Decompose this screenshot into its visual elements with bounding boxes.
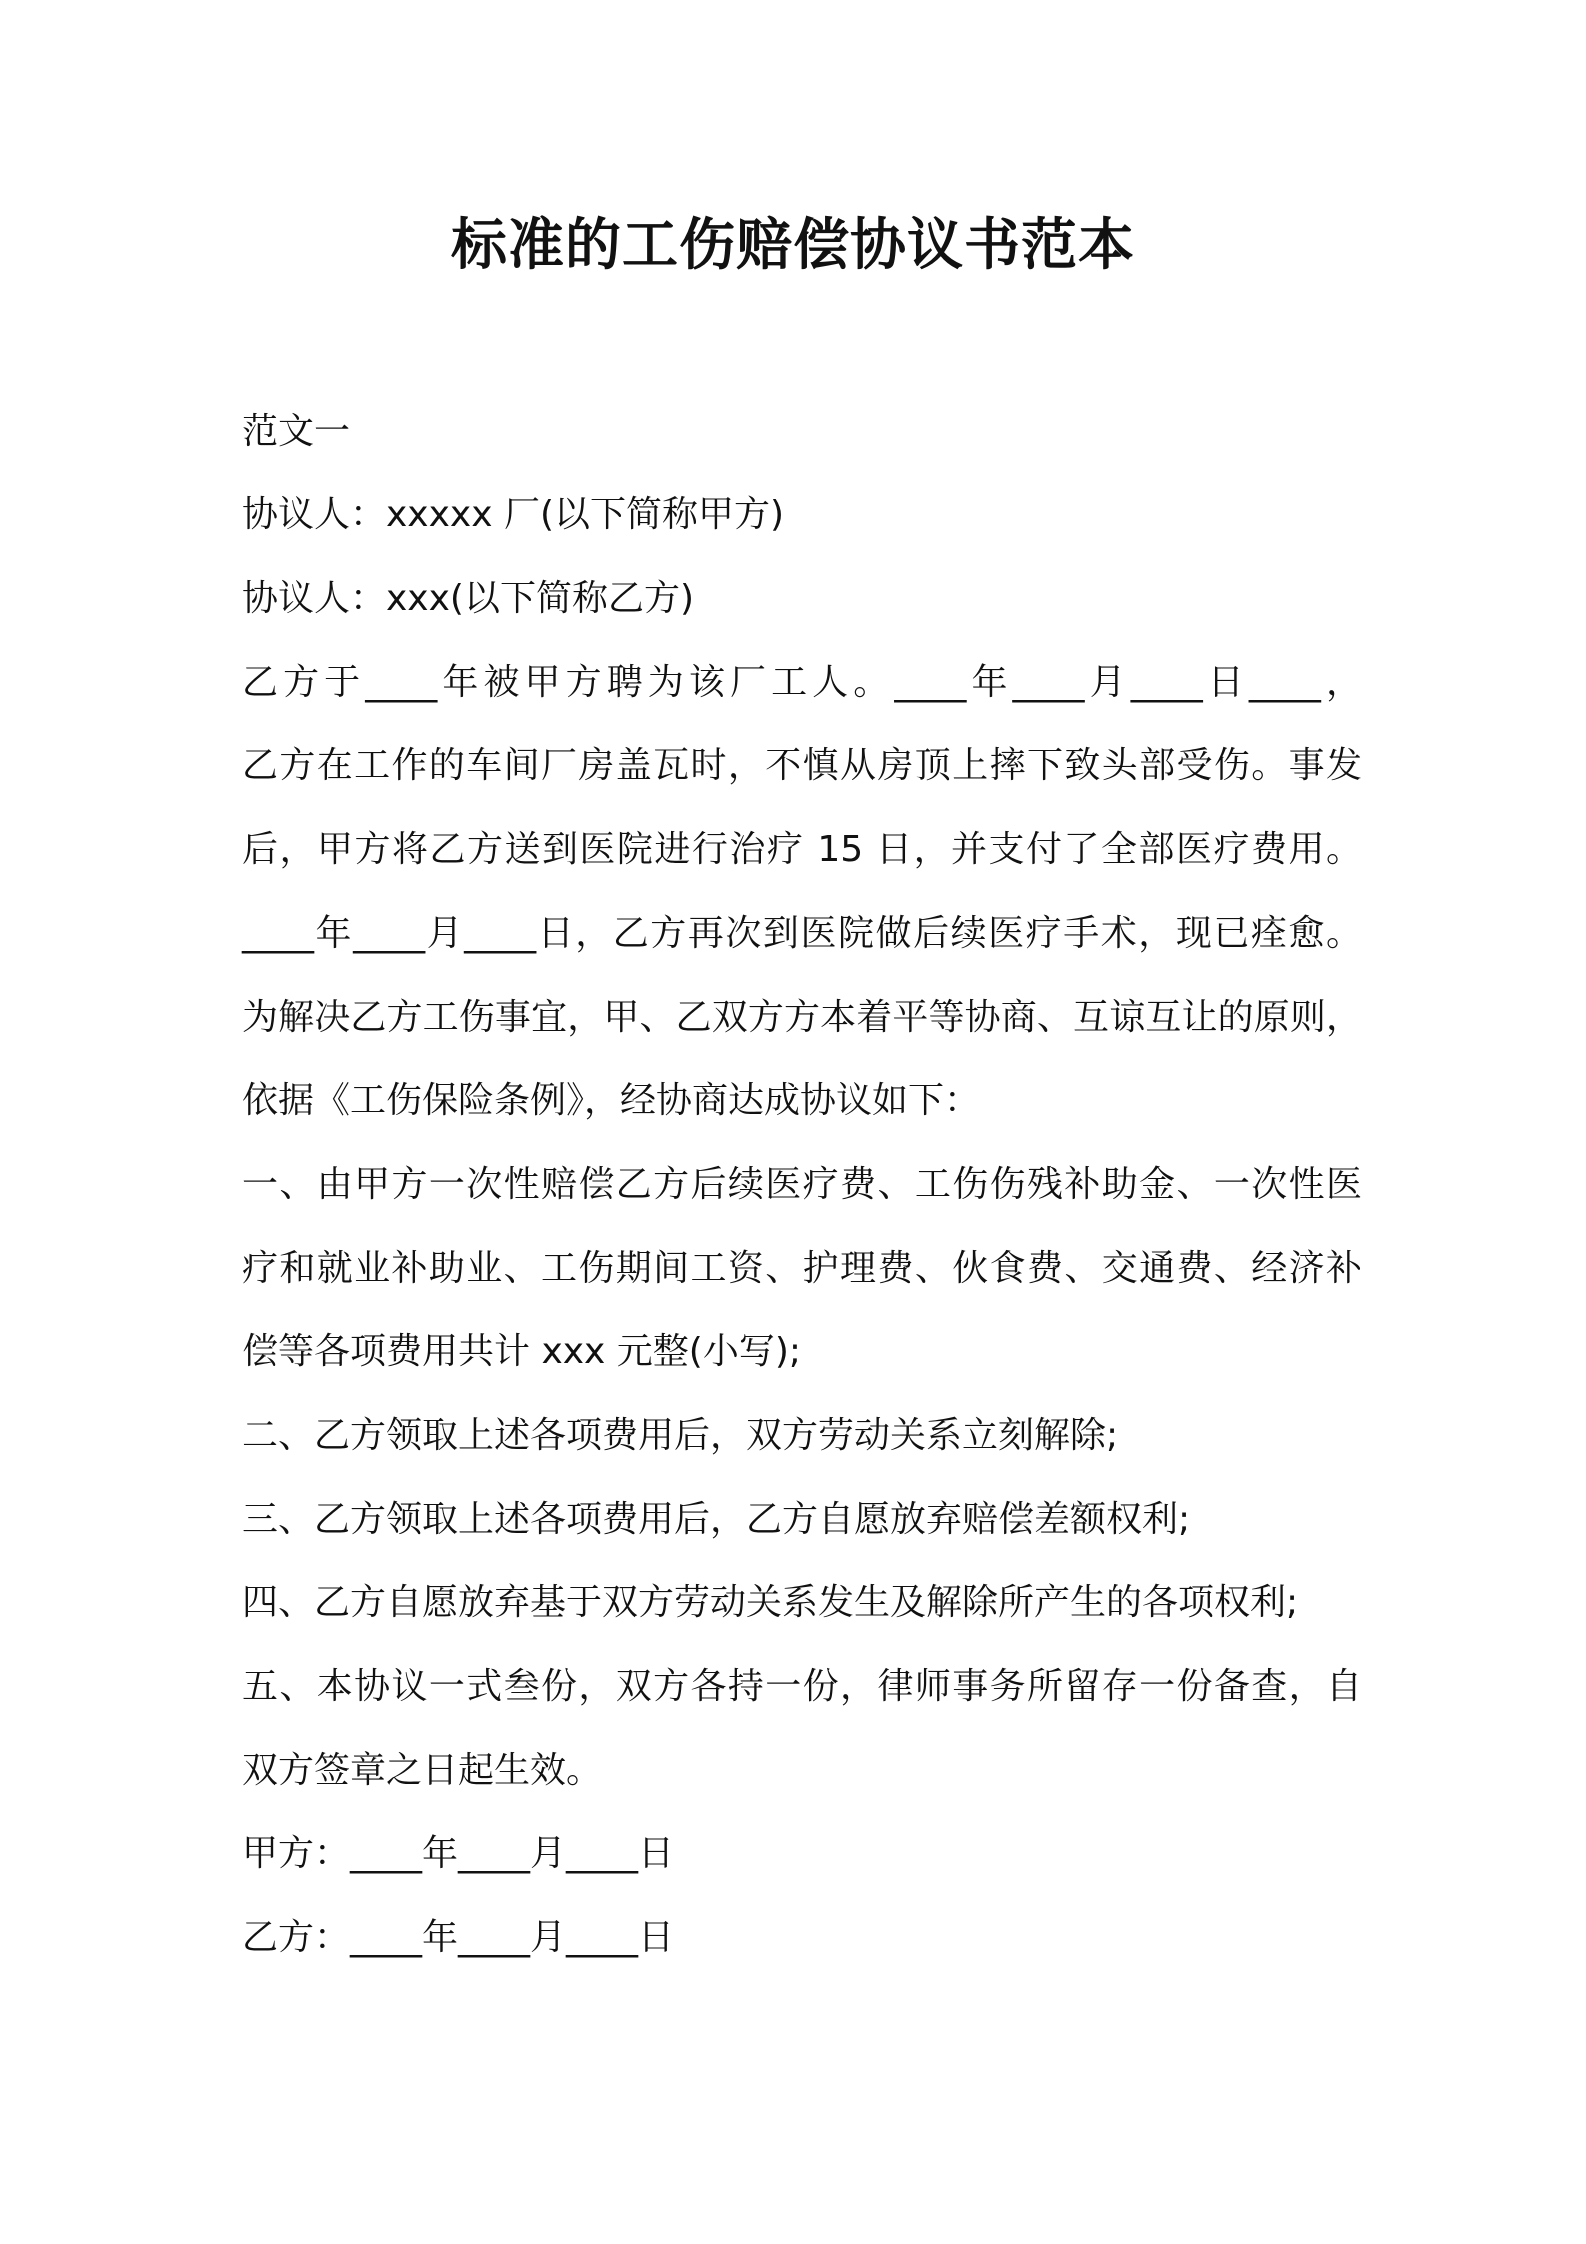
- party-a-line: 协议人：xxxxx 厂(以下简称甲方): [242, 494, 785, 535]
- clause-line: 双方签章之日起生效。: [242, 1750, 603, 1791]
- document-title: 标准的工伤赔偿协议书范本: [451, 213, 1135, 278]
- clause-line: 偿等各项费用共计 xxx 元整(小写);: [242, 1331, 802, 1372]
- clause-line: 五、本协议一式叁份，双方各持一份，律师事务所留存一份备查，自: [242, 1666, 1362, 1707]
- clause-line: 二、乙方领取上述各项费用后，双方劳动关系立刻解除;: [242, 1415, 1119, 1456]
- body-line: 为解决乙方工伤事宜，甲、乙双方方本着平等协商、互谅互让的原则，: [242, 997, 1362, 1038]
- body-line: ____年____月____日，乙方再次到医院做后续医疗手术，现已痊愈。: [242, 913, 1362, 954]
- clause-line: 疗和就业补助业、工伤期间工资、护理费、伙食费、交通费、经济补: [242, 1248, 1362, 1289]
- body-line: 后，甲方将乙方送到医院进行治疗 15 日，并支付了全部医疗费用。: [242, 829, 1362, 870]
- party-b-line: 协议人：xxx(以下简称乙方): [242, 578, 695, 619]
- party-b-signature-line: 乙方：____年____月____日: [242, 1917, 675, 1958]
- section-heading: 范文一: [242, 411, 351, 452]
- clause-line: 一、由甲方一次性赔偿乙方后续医疗费、工伤伤残补助金、一次性医: [242, 1164, 1362, 1205]
- body-line: 乙方在工作的车间厂房盖瓦时，不慎从房顶上摔下致头部受伤。事发: [242, 745, 1362, 786]
- party-a-signature-line: 甲方：____年____月____日: [242, 1833, 675, 1874]
- body-line: 依据《工伤保险条例》，经协商达成协议如下：: [242, 1080, 981, 1121]
- body-line: 乙方于____年被甲方聘为该厂工人。____年____月____日____，: [242, 662, 1362, 703]
- clause-line: 四、乙方自愿放弃基于双方劳动关系发生及解除所产生的各项权利;: [242, 1582, 1299, 1623]
- clause-line: 三、乙方领取上述各项费用后，乙方自愿放弃赔偿差额权利;: [242, 1499, 1191, 1540]
